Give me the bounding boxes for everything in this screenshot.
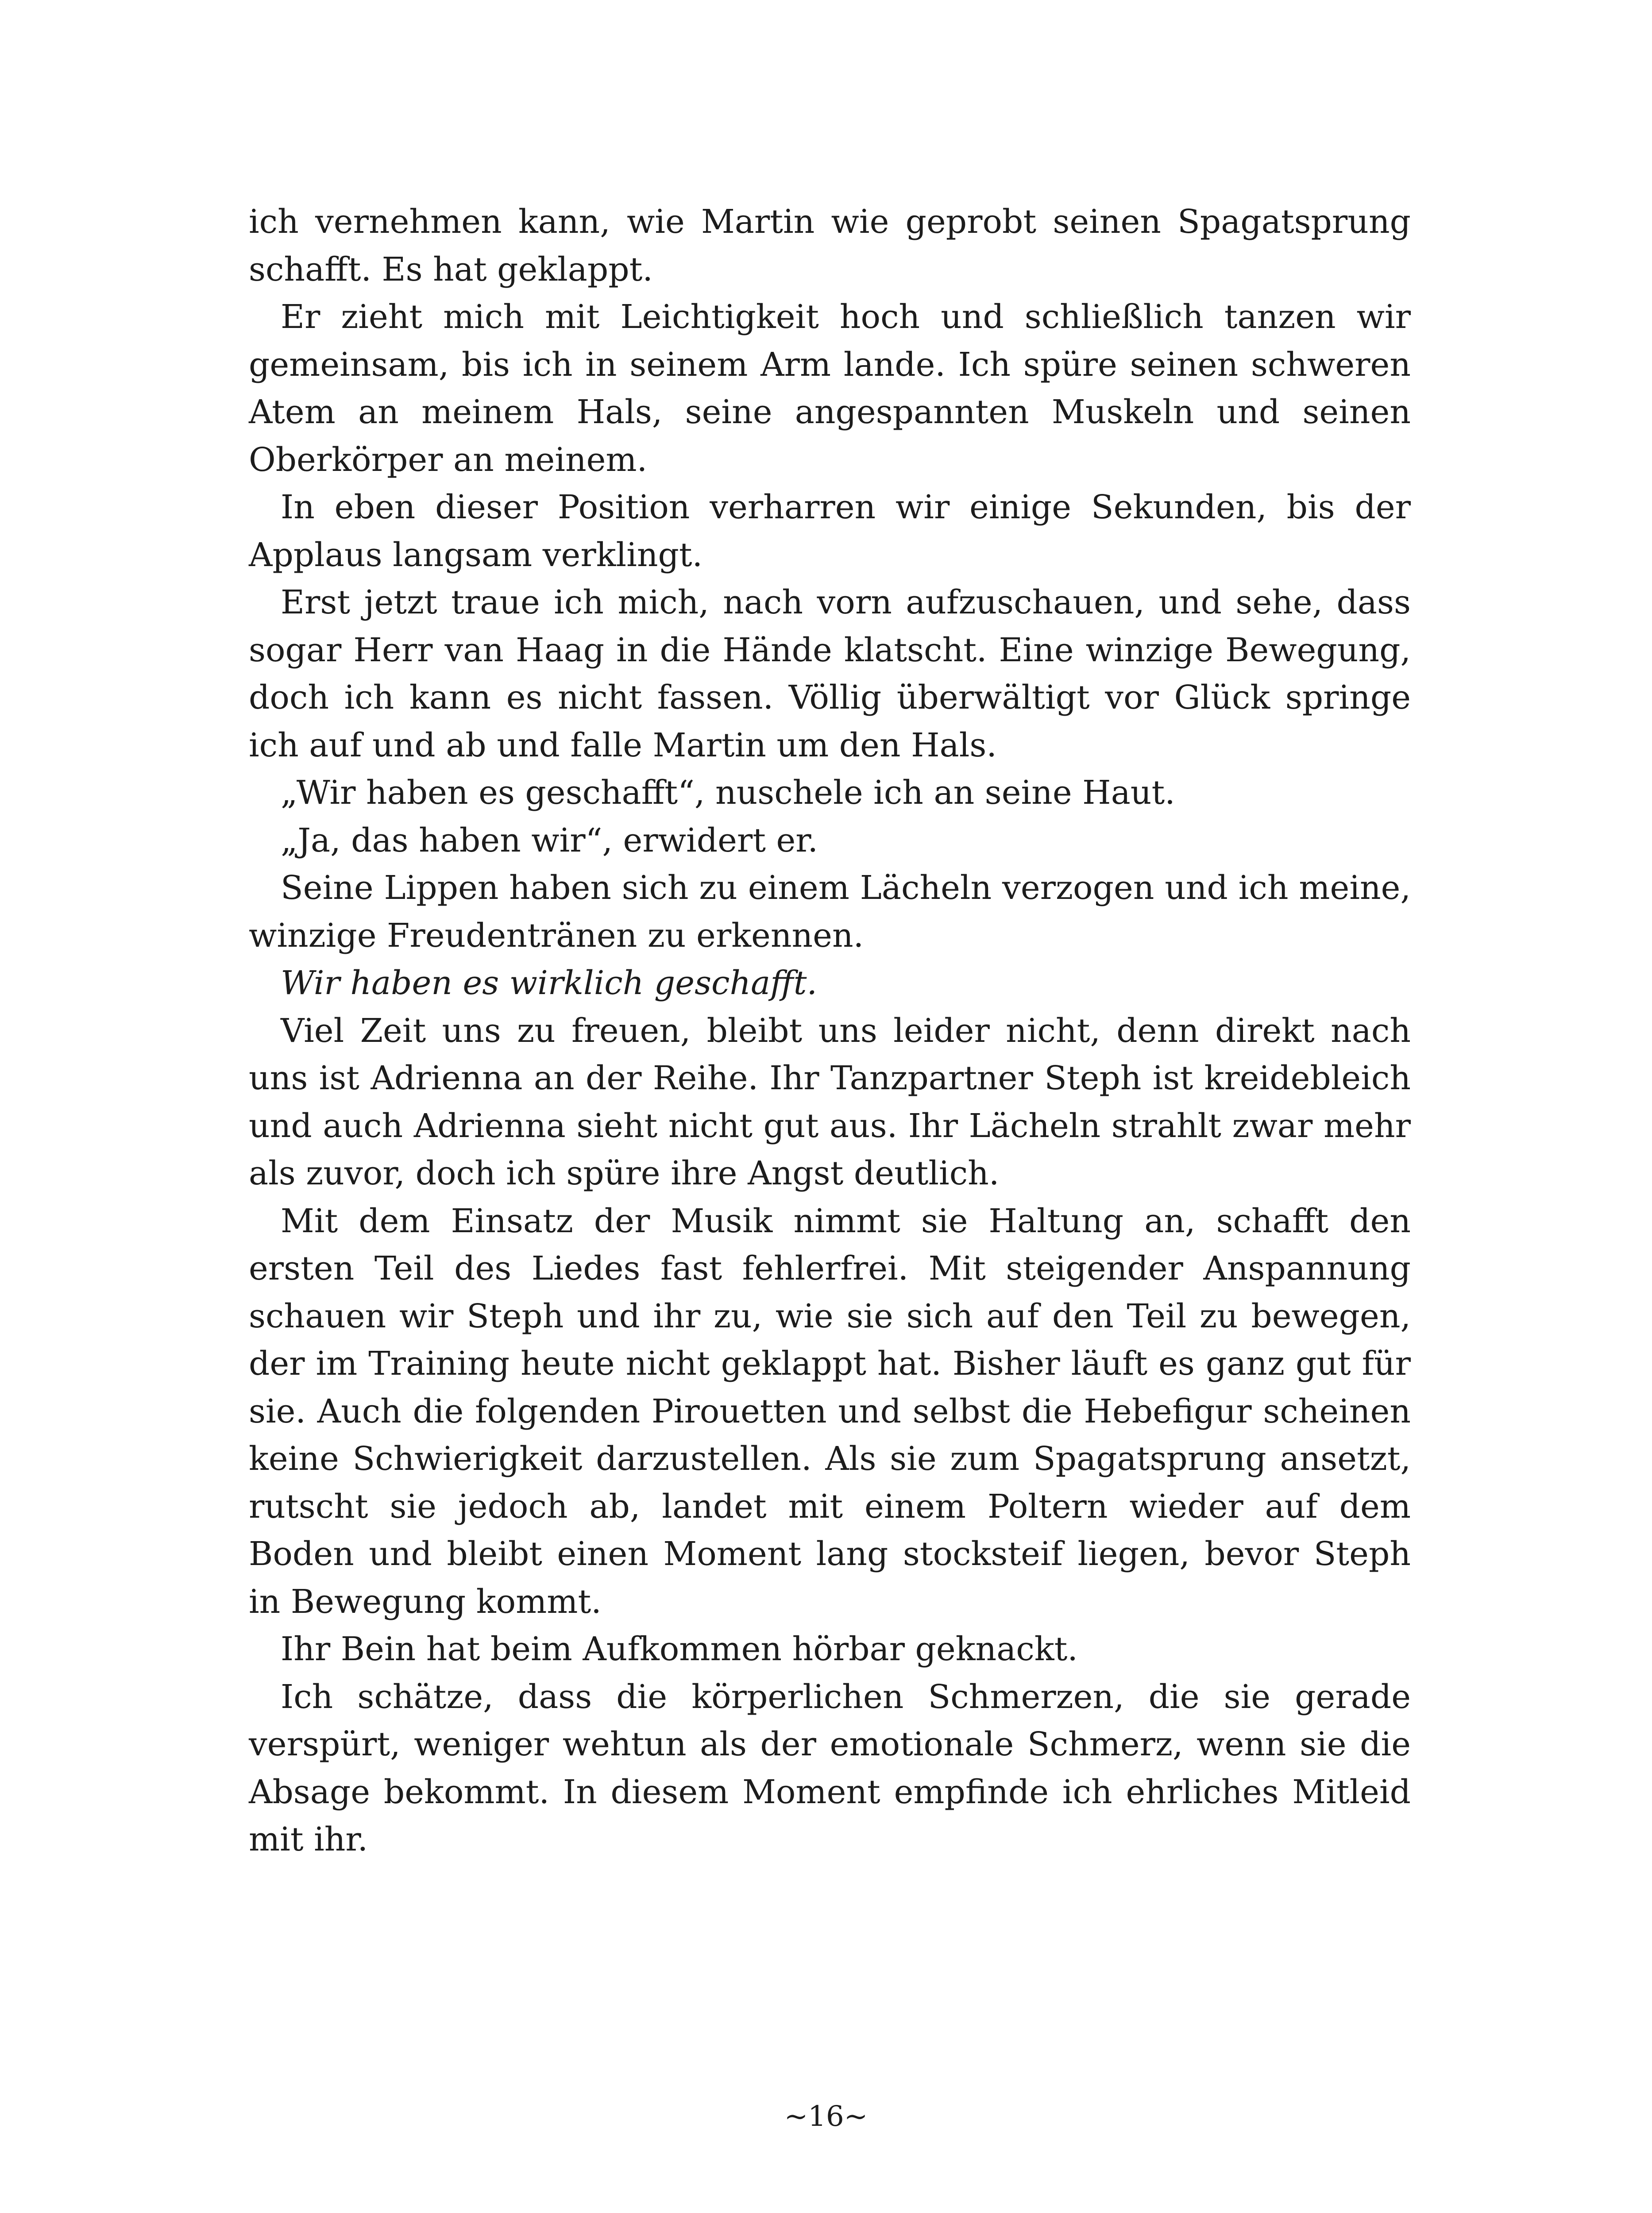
paragraph-12: Ich schätze, dass die körperlichen Schmerzen, die sie gerade verspürt, weniger wehtun als der emotionale Schmerz, wenn sie die Absage bekommt. In diesem Moment empfinde ich ehrliches Mitleid mit ihr. [249,1677,1411,1858]
paragraph-11: Ihr Bein hat beim Aufkommen hörbar geknackt. [281,1630,1078,1668]
paragraph-6-dialogue: „Ja, das haben wir“, erwidert er. [281,821,818,860]
paragraph-2: Er zieht mich mit Leichtigkeit hoch und schließlich tanzen wir gemeinsam, bis ich in seinem Arm lande. Ich spüre seinen schweren Atem an meinem Hals, seine angespannten Muskeln und seinen Oberkörper an meinem. [249,298,1411,479]
paragraph-5-dialogue: „Wir haben es geschafft“, nuschele ich an seine Haut. [281,774,1175,812]
paragraph-1: ich vernehmen kann, wie Martin wie geprobt seinen Spagatsprung schafft. Es hat geklappt. [249,203,1411,289]
paragraph-4: Erst jetzt traue ich mich, nach vorn aufzuschauen, und sehe, dass sogar Herr van Haag in die Hände klatscht. Eine winzige Bewegung, doch ich kann es nicht fassen. Völlig überwältigt vor Glück springe ich auf und ab und falle Martin um den Hals. [249,583,1411,764]
paragraph-3: In eben dieser Position verharren wir einige Sekunden, bis der Applaus langsam verklingt. [249,488,1411,574]
paragraph-8-thought: Wir haben es wirklich geschafft. [281,964,817,1002]
paragraph-7: Seine Lippen haben sich zu einem Lächeln verzogen und ich meine, winzige Freudentränen zu erkennen. [249,869,1411,955]
paragraph-9: Viel Zeit uns zu freuen, bleibt uns leider nicht, denn direkt nach uns ist Adrienna an der Reihe. Ihr Tanzpartner Steph ist kreidebleich und auch Adrienna sieht nicht gut aus. Ihr Lächeln strahlt zwar mehr als zuvor, doch ich spüre ihre Angst deutlich. [249,1011,1411,1192]
paragraph-10: Mit dem Einsatz der Musik nimmt sie Haltung an, schafft den ersten Teil des Liedes fast fehlerfrei. Mit steigender Anspannung schauen wir Steph und ihr zu, wie sie sich auf den Teil zu bewegen, der im Training heute nicht geklappt hat. Bisher läuft es ganz gut für sie. Auch die folgenden Pirouetten und selbst die Hebefigur scheinen keine Schwierigkeit darzustellen. Als sie zum Spagatsprung ansetzt, rutscht sie jedoch ab, landet mit einem Poltern wieder auf dem Boden und bleibt einen Moment lang stocksteif liegen, bevor Steph in Bewegung kommt. [249,1202,1411,1621]
page-number: ~16~ [784,2100,868,2133]
body-text [249,198,1411,1864]
